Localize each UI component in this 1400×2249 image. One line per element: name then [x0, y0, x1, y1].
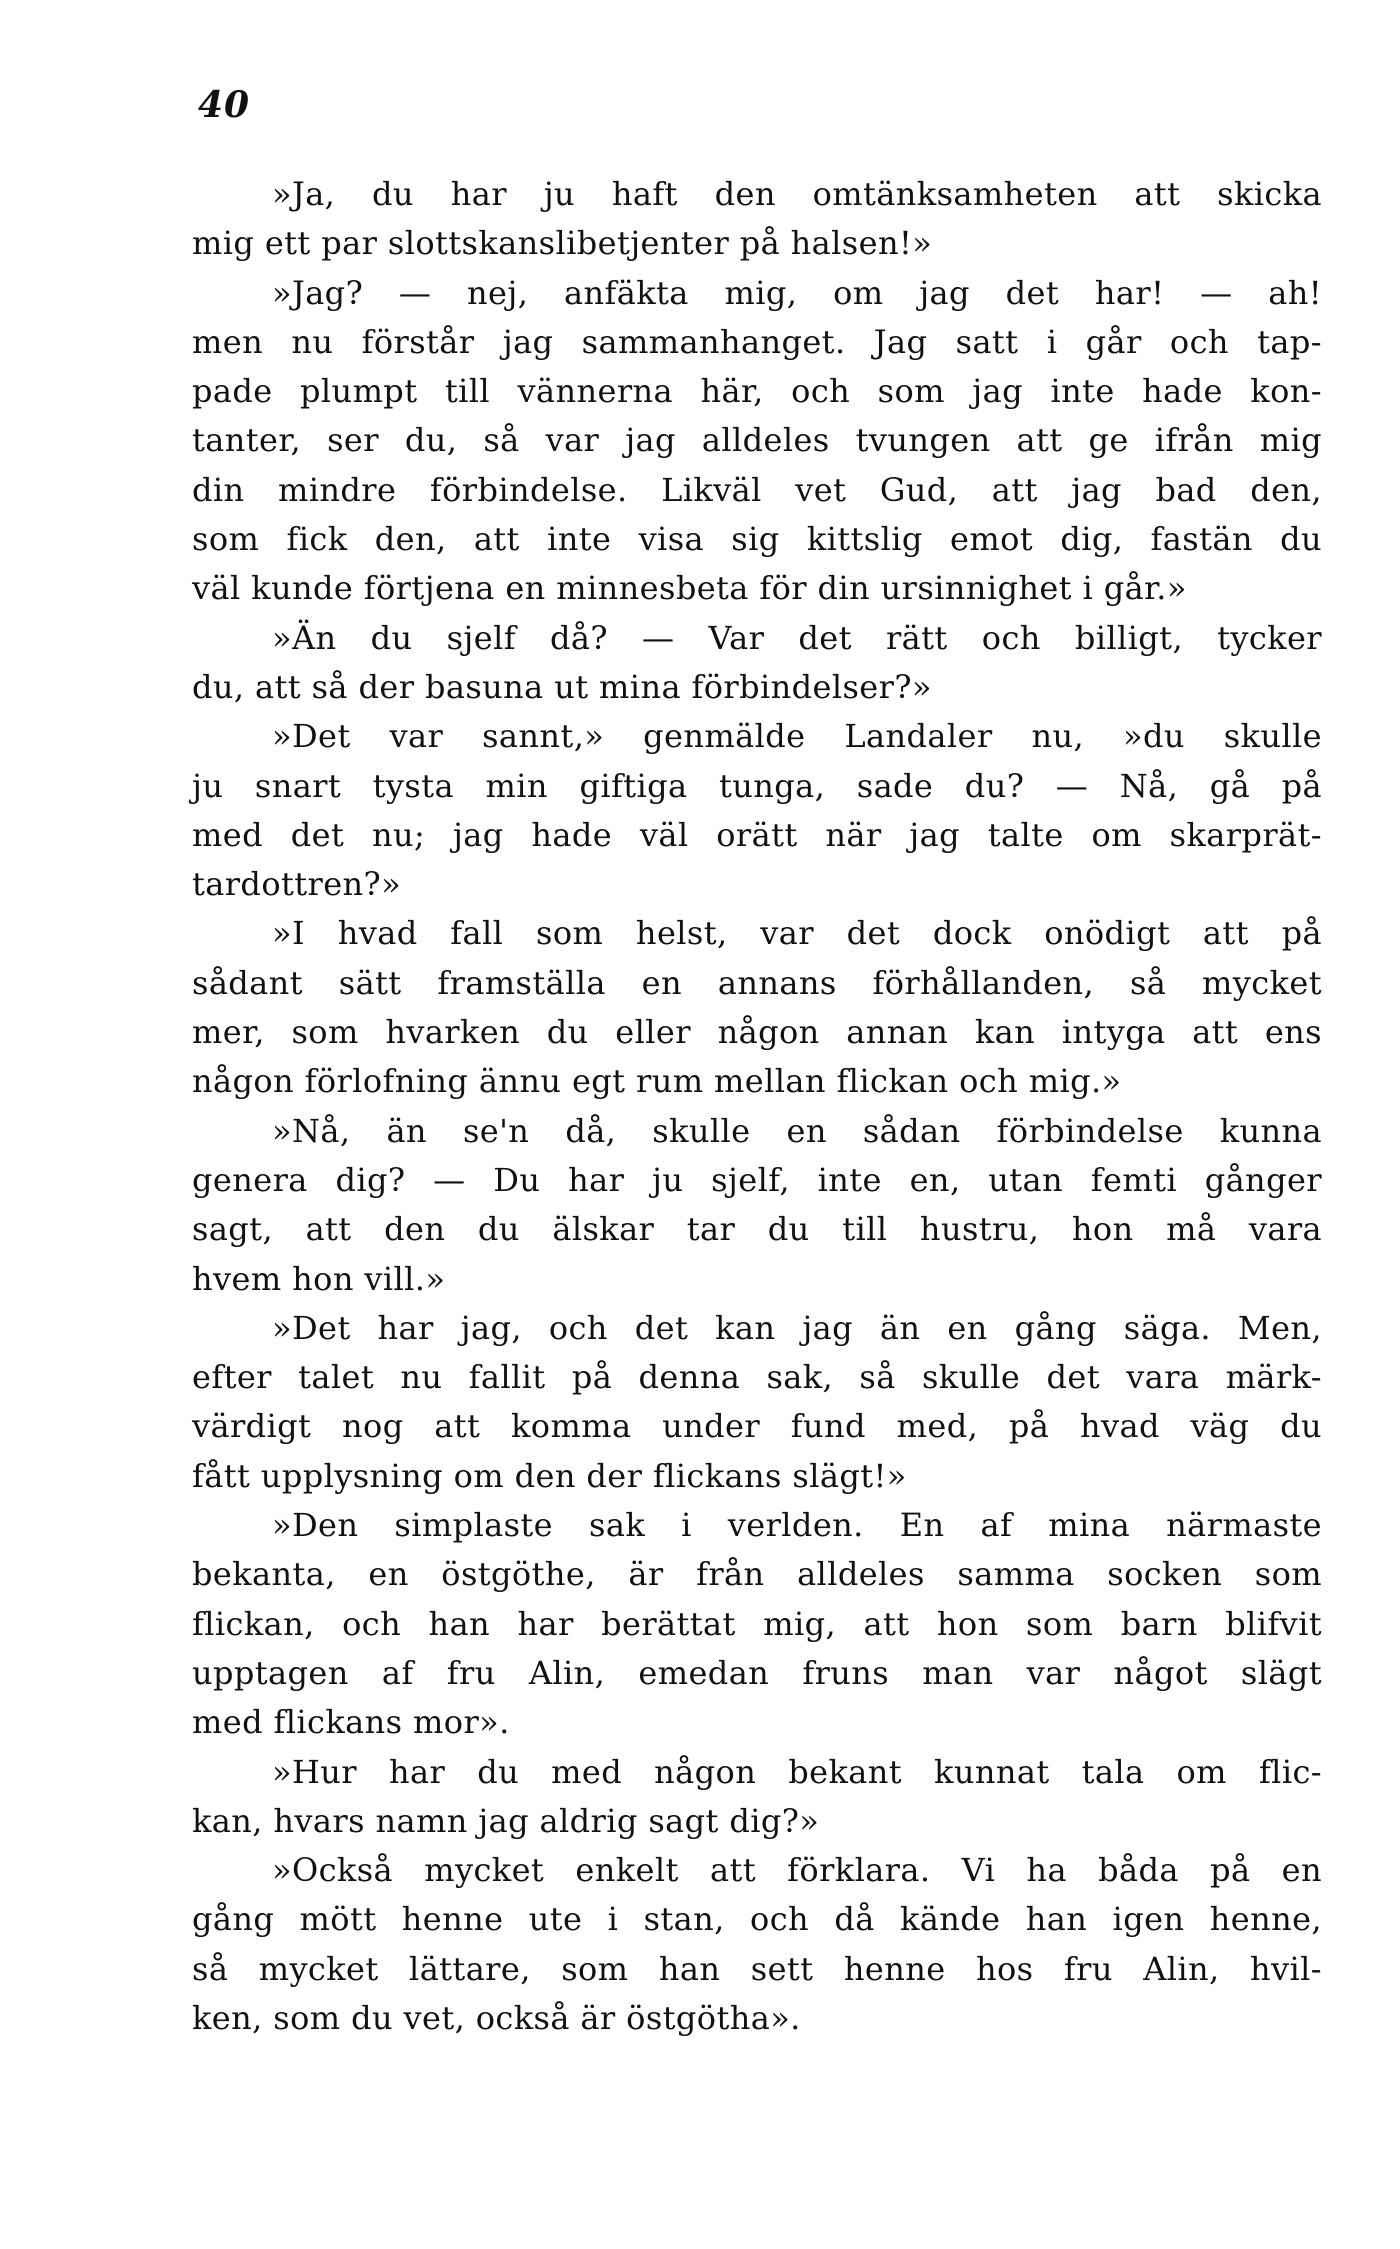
- text-line: tanter, ser du, så var jag alldeles tvungen att ge ifrån mig: [192, 421, 1322, 460]
- text-line: »Jag? — nej, anfäkta mig, om jag det har! — ah!: [272, 273, 1322, 312]
- text-line: du, att så der basuna ut mina förbindelser?»: [192, 667, 932, 706]
- text-line: »Den simplaste sak i verlden. En af mina närmaste: [272, 1506, 1322, 1545]
- text-line: sådant sätt framställa en annans förhållanden, så mycket: [192, 963, 1322, 1002]
- body-text: [192, 170, 1322, 2043]
- page-number: 40: [198, 84, 251, 126]
- text-line: »Hur har du med någon bekant kunnat tala om flic-: [272, 1752, 1322, 1791]
- text-line: fått upplysning om den der flickans slägt!»: [192, 1456, 907, 1495]
- text-line: gång mött henne ute i stan, och då kände han igen henne,: [192, 1900, 1322, 1939]
- text-line: »Också mycket enkelt att förklara. Vi ha båda på en: [272, 1851, 1322, 1890]
- text-line: med det nu; jag hade väl orätt när jag talte om skarprät-: [192, 815, 1322, 854]
- text-line: kan, hvars namn jag aldrig sagt dig?»: [192, 1801, 820, 1840]
- text-line: upptagen af fru Alin, emedan fruns man var något slägt: [192, 1653, 1322, 1692]
- text-line: tardottren?»: [192, 865, 402, 904]
- text-line: genera dig? — Du har ju sjelf, inte en, utan femti gånger: [192, 1160, 1322, 1199]
- text-line: »Nå, än se'n då, skulle en sådan förbindelse kunna: [272, 1111, 1322, 1150]
- text-line: värdigt nog att komma under fund med, på hvad väg du: [192, 1407, 1322, 1446]
- text-line: efter talet nu fallit på denna sak, så skulle det vara märk-: [192, 1358, 1322, 1397]
- text-line: sagt, att den du älskar tar du till hustru, hon må vara: [192, 1210, 1322, 1249]
- text-line: som fick den, att inte visa sig kittslig emot dig, fastän du: [192, 520, 1322, 559]
- text-line: »I hvad fall som helst, var det dock onödigt att på: [272, 914, 1322, 953]
- text-line: mig ett par slottskanslibetjenter på halsen!»: [192, 224, 933, 263]
- text-line: så mycket lättare, som han sett henne hos fru Alin, hvil-: [192, 1949, 1322, 1988]
- text-line: ken, som du vet, också är östgötha».: [192, 1998, 801, 2037]
- text-line: »Det har jag, och det kan jag än en gång säga. Men,: [272, 1308, 1322, 1347]
- text-line: med flickans mor».: [192, 1703, 510, 1742]
- text-line: mer, som hvarken du eller någon annan kan intyga att ens: [192, 1013, 1322, 1052]
- text-line: bekanta, en östgöthe, är från alldeles samma socken som: [192, 1555, 1322, 1594]
- text-line: din mindre förbindelse. Likväl vet Gud, att jag bad den,: [192, 470, 1322, 509]
- text-line: »Än du sjelf då? — Var det rätt och billigt, tycker: [272, 618, 1322, 657]
- text-line: hvem hon vill.»: [192, 1259, 446, 1298]
- text-line: »Ja, du har ju haft den omtänksamheten att skicka: [272, 175, 1322, 213]
- text-line: men nu förstår jag sammanhanget. Jag satt i går och tap-: [192, 322, 1322, 361]
- text-line: flickan, och han har berättat mig, att hon som barn blifvit: [192, 1604, 1322, 1643]
- text-line: väl kunde förtjena en minnesbeta för din ursinnighet i går.»: [192, 569, 1187, 608]
- text-line: ju snart tysta min giftiga tunga, sade du? — Nå, gå på: [192, 766, 1322, 805]
- text-line: »Det var sannt,» genmälde Landaler nu, »du skulle: [272, 717, 1322, 756]
- text-line: någon förlofning ännu egt rum mellan flickan och mig.»: [192, 1062, 1122, 1101]
- text-line: pade plumpt till vännerna här, och som jag inte hade kon-: [192, 372, 1322, 411]
